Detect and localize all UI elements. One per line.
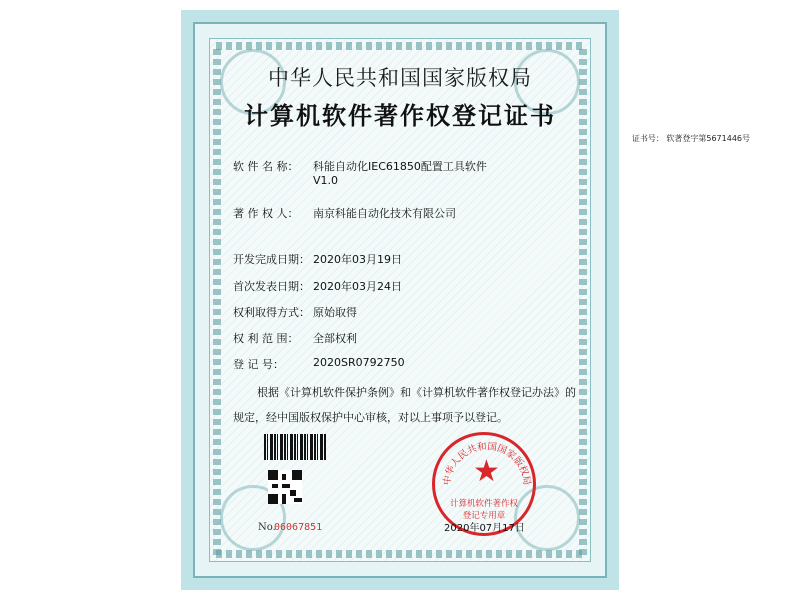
field-label: 开发完成日期：: [233, 253, 310, 266]
field-acquisition-method: [233, 304, 357, 320]
field-software-name: [233, 158, 487, 187]
field-label: 权 利 范 围：: [233, 332, 299, 345]
issue-date: 2020年07月17日: [444, 523, 525, 534]
field-label: 首次发表日期：: [233, 280, 310, 293]
field-value-block: [313, 158, 487, 187]
field-label: 权利取得方式：: [233, 306, 310, 319]
border-pattern-top: [216, 42, 584, 50]
field-copyright-owner: [233, 205, 456, 221]
issuer-title: 中华人民共和国国家版权局: [268, 66, 532, 90]
serial-label: No.: [258, 522, 276, 533]
field-value-version: V1.0: [313, 174, 339, 187]
svg-text:中华人民共和国国家版权局: 中华人民共和国国家版权局: [441, 441, 533, 487]
field-completion-date: [233, 251, 402, 267]
field-registration-number: [233, 356, 405, 372]
field-value: 南京科能自动化技术有限公司: [313, 207, 456, 220]
field-label: 软 件 名 称：: [233, 160, 299, 173]
qr-code: [268, 470, 302, 504]
field-value: 原始取得: [313, 306, 357, 319]
barcode: [264, 434, 326, 460]
certificate-number: 证书号： 软著登字第5671446号: [631, 134, 750, 143]
statement-line-1: 根据《计算机软件保护条例》和《计算机软件著作权登记办法》的: [257, 386, 576, 399]
field-label: 著 作 权 人：: [233, 207, 299, 220]
field-rights-scope: [233, 330, 357, 346]
field-value: 全部权利: [313, 332, 357, 345]
field-publish-date: [233, 278, 402, 294]
field-label: 登 记 号：: [233, 358, 284, 371]
serial-number: 06067851: [274, 522, 323, 533]
field-value: 2020SR0792750: [313, 356, 405, 369]
field-value: 2020年03月24日: [313, 280, 402, 293]
certificate-title: 计算机软件著作权登记证书: [244, 101, 556, 130]
border-pattern-bottom: [216, 550, 584, 558]
seal-line-1: 计算机软件著作权: [449, 499, 518, 509]
seal-line-2: 登记专用章: [462, 511, 506, 521]
statement-line-2: 规定，经中国版权保护中心审核，对以上事项予以登记。: [233, 411, 508, 424]
field-value: 科能自动化IEC61850配置工具软件: [313, 160, 487, 173]
field-value: 2020年03月19日: [313, 253, 402, 266]
star-icon: ★: [473, 454, 500, 489]
